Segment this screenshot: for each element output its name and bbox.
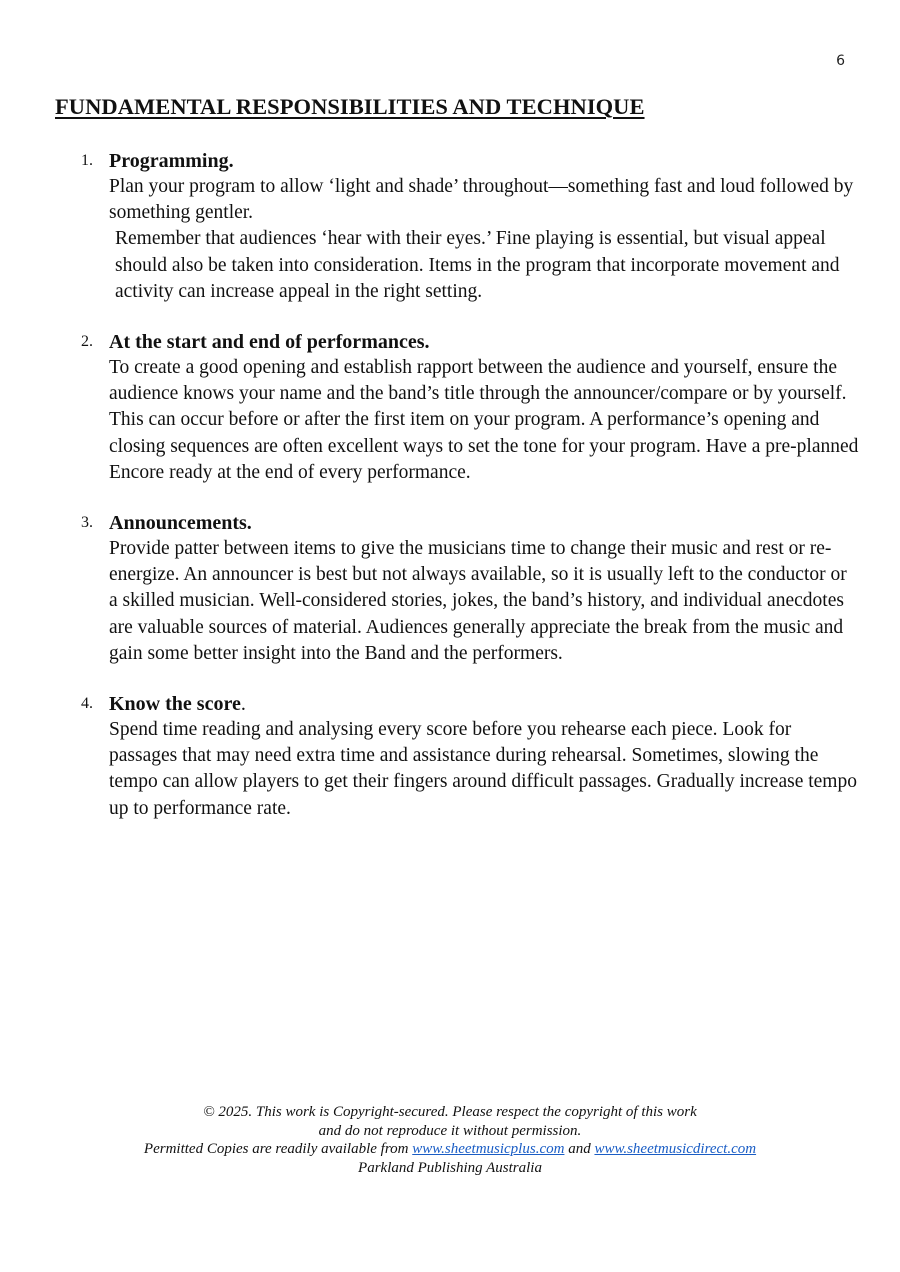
sheetmusicdirect-link[interactable]: www.sheetmusicdirect.com [594, 1141, 757, 1157]
copyright-line: © 2025. This work is Copyright-secured. Please respect the copyright of this work [203, 1104, 697, 1120]
section-heading [109, 691, 860, 717]
section-paragraph: Plan your program to allow ‘light and shade’ throughout—something fast and loud followed by something gentler. [109, 176, 854, 224]
section-number: 4. [81, 695, 93, 713]
section-number: 3. [81, 514, 93, 532]
section-paragraph: Remember that audiences ‘hear with their eyes.’ Fine playing is essential, but visual appeal should also be taken into consideration. Items in the program that incorporate movement and activity can increase appeal in the right setting. [115, 228, 840, 302]
section-announcements [0, 510, 860, 667]
permission-line: and do not reproduce it without permission. [318, 1122, 582, 1139]
section-heading: Programming. [109, 150, 234, 172]
section-paragraph: Provide patter between items to give the musicians time to change their music and rest or re-energize. An announcer is best but not always available, so it is usually left to the conductor or a skilled musician. Well-considered stories, jokes, the band’s history, and individual anecdotes are valuable sources of material. Audiences generally appreciate the break from the music and gain some better insight into the Band and the performers. [109, 538, 847, 664]
section-paragraph: To create a good opening and establish rapport between the audience and yourself, ensure the audience knows your name and the band’s title through the announcer/compare or by yourself. This can occur before or after the first item on your program. A performance’s opening and closing sequences are often excellent ways to set the tone for your program. Have a pre-planned Encore ready at the end of every performance. [109, 357, 859, 483]
section-start-end-performances [0, 329, 860, 486]
copyright-footer [0, 1103, 900, 1177]
section-heading-text: Know the score [109, 693, 241, 716]
sections-list [0, 148, 860, 846]
page-number: 6 [836, 53, 845, 69]
section-programming [0, 148, 860, 305]
availability-line [0, 1140, 900, 1159]
availability-prefix: Permitted Copies are readily available from [143, 1141, 413, 1157]
page-title: FUNDAMENTAL RESPONSIBILITIES AND TECHNIQUE [55, 94, 645, 119]
section-heading: Announcements. [109, 512, 252, 535]
section-heading-trail: . [240, 693, 246, 716]
availability-and: and [564, 1141, 595, 1157]
section-number: 2. [81, 333, 93, 351]
section-heading: At the start and end of performances. [109, 331, 430, 354]
section-number: 1. [81, 152, 93, 169]
section-know-the-score [0, 691, 860, 822]
section-paragraph: Spend time reading and analysing every score before you rehearse each piece. Look for passages that may need extra time and assistance during rehearsal. Sometimes, slowing the tempo can allow players to get their fingers around difficult passages. Gradually increase tempo up to performance rate. [109, 719, 857, 819]
publisher-line: Parkland Publishing Australia [358, 1159, 542, 1176]
sheetmusicplus-link[interactable]: www.sheetmusicplus.com [412, 1141, 565, 1157]
